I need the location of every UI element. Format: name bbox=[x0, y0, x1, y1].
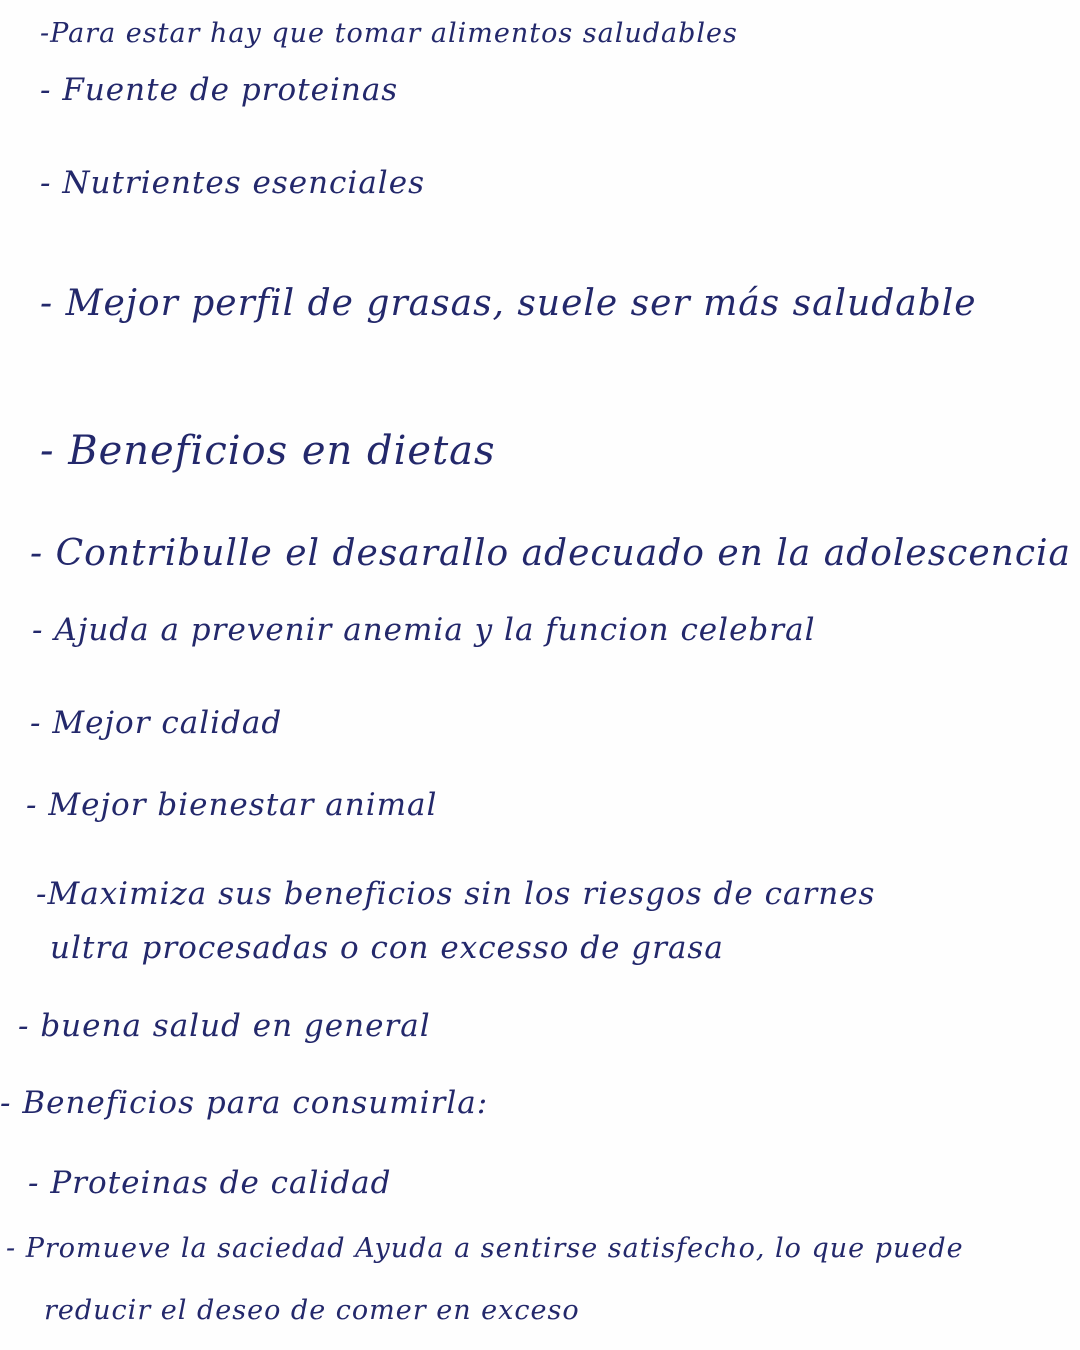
note-line-11: ultra procesadas o con excesso de grasa bbox=[50, 930, 724, 966]
note-line-1: -Para estar hay que tomar alimentos saludables bbox=[40, 18, 738, 49]
note-line-8: - Mejor calidad bbox=[30, 705, 283, 741]
note-line-14: - Proteinas de calidad bbox=[28, 1165, 392, 1201]
note-line-16: reducir el deseo de comer en exceso bbox=[44, 1295, 580, 1326]
note-line-15: - Promueve la saciedad Ayuda a sentirse satisfecho, lo que puede bbox=[6, 1233, 964, 1264]
note-line-6: - Contribulle el desarallo adecuado en la adolescencia bbox=[30, 533, 1071, 574]
note-line-4: - Mejor perfil de grasas, suele ser más saludable bbox=[40, 283, 977, 324]
note-line-3: - Nutrientes esenciales bbox=[40, 165, 425, 201]
note-line-9: - Mejor bienestar animal bbox=[26, 787, 438, 823]
note-line-2: - Fuente de proteinas bbox=[40, 72, 399, 108]
note-line-12: - buena salud en general bbox=[18, 1008, 431, 1044]
note-line-10: -Maximiza sus beneficios sin los riesgos de carnes bbox=[36, 876, 876, 912]
note-line-13: - Beneficios para consumirla: bbox=[0, 1085, 489, 1121]
note-line-7: - Ajuda a prevenir anemia y la funcion celebral bbox=[32, 612, 816, 648]
note-line-5: - Beneficios en dietas bbox=[40, 428, 496, 474]
